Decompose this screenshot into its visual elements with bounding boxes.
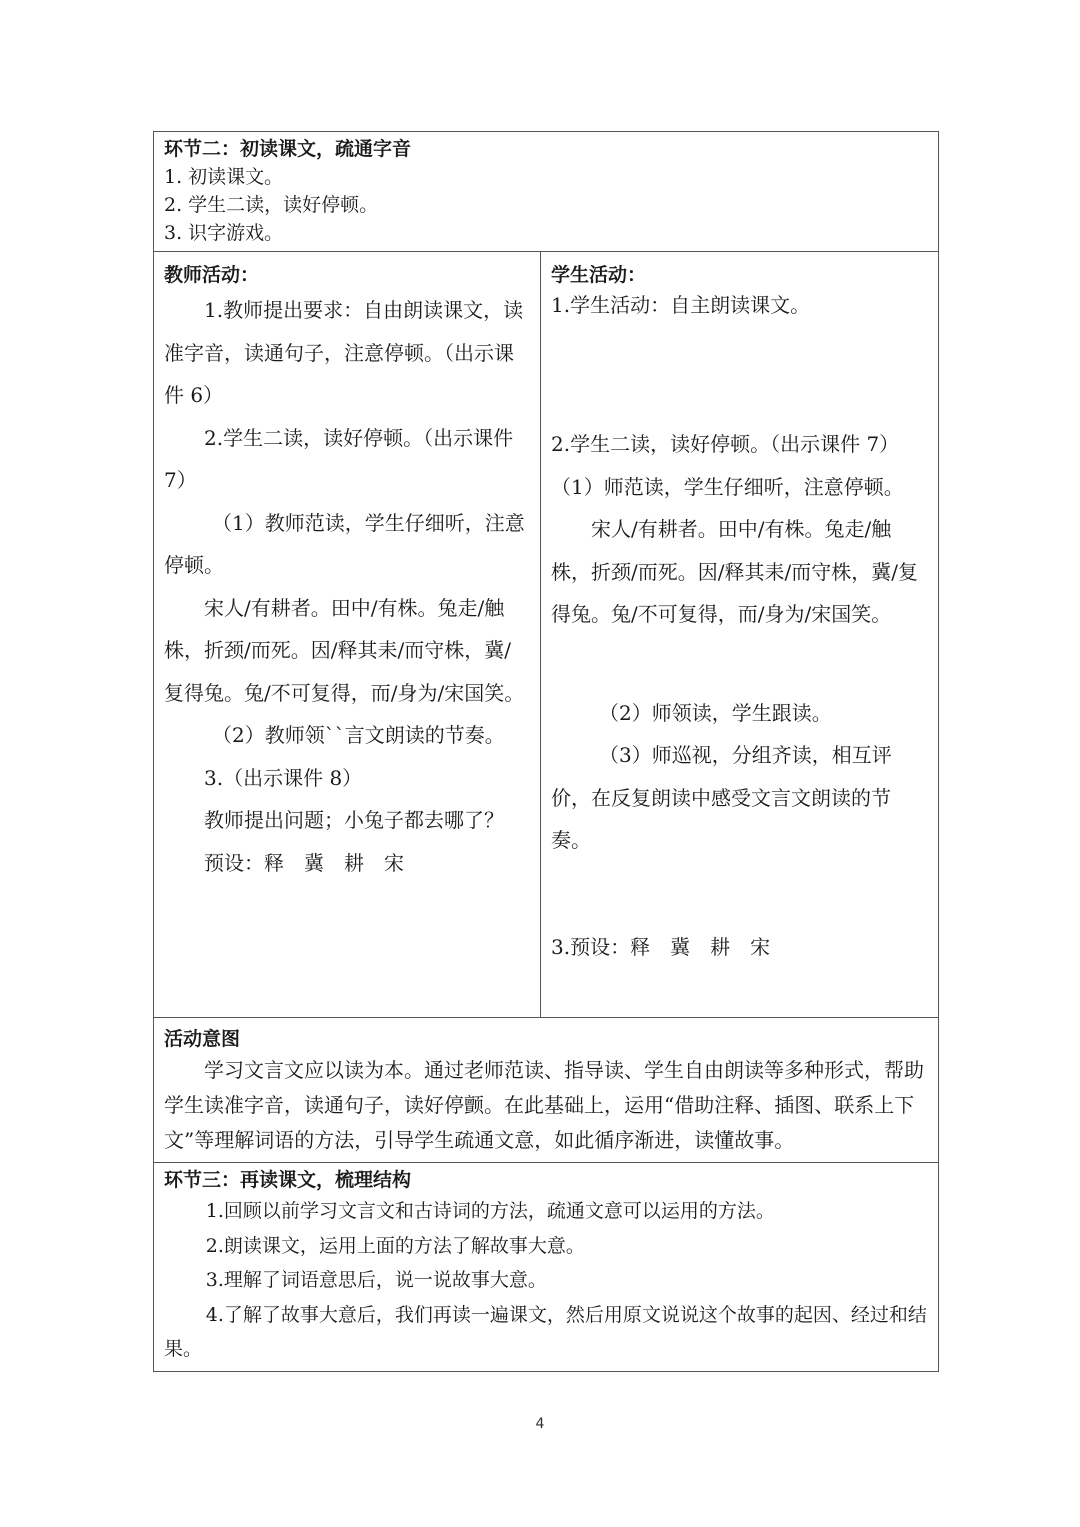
- teacher-paragraph: （2）教师领``言文朗读的节奏。: [212, 723, 505, 747]
- section3-cell: [154, 1163, 939, 1372]
- student-paragraph: （2）师领读，学生跟读。: [599, 700, 832, 725]
- section3-title: 环节三：再读课文，梳理结构: [164, 1169, 412, 1191]
- teacher-activity-cell: [154, 252, 541, 1018]
- section3-item: 3.理解了词语意思后，说一说故事大意。: [205, 1269, 547, 1291]
- lesson-plan-table: [153, 131, 939, 1372]
- activities-row: [154, 252, 939, 1018]
- spacer: [551, 636, 928, 692]
- student-paragraph: （1）师范读，学生仔细听，注意停顿。: [551, 474, 904, 499]
- spacer: [551, 862, 928, 926]
- intent-heading: 活动意图: [164, 1028, 241, 1050]
- student-activity-heading: 学生活动：: [551, 264, 647, 286]
- spacer: [551, 319, 928, 423]
- student-paragraph: 宋人/有耕者。田中/有株。兔走/触株，折颈/而死。因/释其耒/而守株，冀/复得兔。兔/不可复得，而/身为/宋国笑。: [551, 517, 918, 626]
- teacher-paragraph: 1.教师提出要求：自由朗读课文，读准字音，读通句子，注意停顿。（出示课件 6）: [164, 298, 524, 407]
- section3-item: 4.了解了故事大意后，我们再读一遍课文，然后用原文说说这个故事的起因、经过和结果。: [164, 1303, 927, 1360]
- intent-row: [154, 1018, 939, 1163]
- student-activity-cell: [541, 252, 939, 1018]
- student-paragraph: 1.学生活动：自主朗读课文。: [551, 293, 811, 317]
- section2-title: 环节二：初读课文，疏通字音: [164, 138, 412, 160]
- section2-item: 2. 学生二读，读好停顿。: [164, 194, 379, 216]
- section3-item: 2.朗读课文，运用上面的方法了解故事大意。: [205, 1234, 585, 1257]
- section3-row: [154, 1163, 939, 1372]
- teacher-paragraph: 2.学生二读，读好停顿。（出示课件 7）: [164, 425, 514, 492]
- section2-row: [154, 132, 939, 252]
- teacher-paragraph: 宋人/有耕者。田中/有株。兔走/触株，折颈/而死。因/释其耒/而守株，冀/复得兔。兔/不可复得，而/身为/宋国笑。: [164, 595, 525, 705]
- student-paragraph: 2.学生二读，读好停顿。（出示课件 7）: [551, 432, 900, 456]
- teacher-activity-heading: 教师活动：: [164, 264, 260, 286]
- teacher-paragraph: （1）教师范读，学生仔细听，注意停顿。: [164, 510, 525, 577]
- student-paragraph: （3）师巡视，分组齐读，相互评价，在反复朗读中感受文言文朗读的节奏。: [551, 743, 892, 852]
- section2-item: 1. 初读课文。: [164, 166, 284, 188]
- section2-cell: [154, 132, 939, 252]
- teacher-paragraph: 教师提出问题；小兔子都去哪了？: [204, 808, 504, 832]
- teacher-paragraph: 3.（出示课件 8）: [204, 765, 363, 790]
- page-number: 4: [535, 1416, 545, 1432]
- intent-text: 学习文言文应以读为本。通过老师范读、指导读、学生自由朗读等多种形式，帮助学生读准字音，读通句子，读好停颤。在此基础上，运用“借助注释、插图、联系上下文”等理解词语的方法，引导学生疏通文意，如此循序渐进，读懂故事。: [164, 1058, 924, 1152]
- student-paragraph: 3.预设：释 冀 耕 宋: [551, 934, 771, 959]
- section2-item: 3. 识字游戏。: [164, 222, 284, 244]
- intent-cell: [154, 1018, 939, 1163]
- teacher-paragraph: 预设：释 冀 耕 宋: [204, 850, 404, 875]
- section3-item: 1.回顾以前学习文言文和古诗词的方法，疏通文意可以运用的方法。: [205, 1200, 775, 1222]
